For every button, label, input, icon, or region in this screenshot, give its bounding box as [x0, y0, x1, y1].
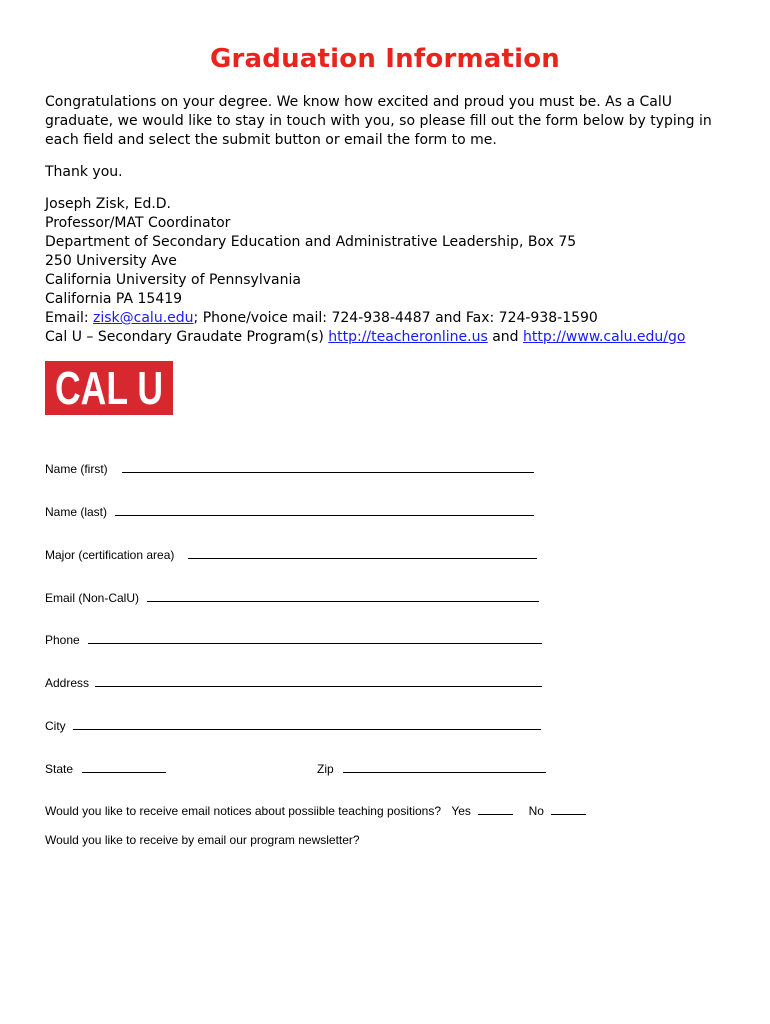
major-label: Major (certification area)	[45, 548, 175, 562]
calu-go-link[interactable]: http://www.calu.edu/go	[523, 329, 686, 345]
email-notices-row	[45, 803, 586, 818]
signature-block	[45, 195, 735, 347]
email-field[interactable]	[147, 590, 539, 602]
state-row	[45, 761, 166, 776]
calu-logo	[45, 361, 173, 415]
phone-row	[45, 632, 542, 647]
phone-fax: ; Phone/voice mail: 724-938-4487 and Fax: 724-938-1590	[193, 310, 598, 326]
no-label: No	[528, 804, 544, 818]
city-row	[45, 718, 541, 733]
signature-contact-line	[45, 309, 735, 328]
thanks-text: Thank you.	[45, 164, 123, 180]
page-title: Graduation Information	[209, 44, 561, 74]
email-notices-question: Would you like to receive email notices about possiible teaching positions?	[45, 804, 442, 818]
intro-paragraph: Congratulations on your degree. We know how excited and proud you must be. As a CalU graduate, we would like to stay in touch with you, so please fill out the form below by typing in each field and select the submit button or email the form to me.	[45, 94, 712, 148]
no-field[interactable]	[551, 803, 586, 815]
newsletter-row	[45, 833, 360, 847]
state-label: State	[45, 762, 74, 776]
major-field[interactable]	[188, 547, 537, 559]
signature-programs-line	[45, 328, 735, 347]
signature-university: California University of Pennsylvania	[45, 272, 301, 288]
last-name-label: Name (last)	[45, 505, 108, 519]
state-field[interactable]	[82, 761, 166, 773]
major-row	[45, 547, 537, 562]
address-row	[45, 675, 542, 690]
calu-logo-mark	[53, 362, 165, 414]
address-label: Address	[45, 676, 90, 690]
email-row	[45, 590, 539, 605]
yes-field[interactable]	[478, 803, 513, 815]
first-name-label: Name (first)	[45, 462, 108, 476]
signature-name: Joseph Zisk, Ed.D.	[45, 196, 172, 212]
teacheronline-link[interactable]: http://teacheronline.us	[328, 329, 488, 345]
email-prefix: Email:	[45, 310, 94, 326]
signature-street: 250 University Ave	[45, 253, 177, 269]
city-label: City	[45, 719, 66, 733]
address-field[interactable]	[95, 675, 542, 687]
zip-row	[317, 761, 546, 776]
signature-role: Professor/MAT Coordinator	[45, 215, 231, 231]
email-link[interactable]: zisk@calu.edu	[93, 310, 194, 326]
signature-city: California PA 15419	[45, 291, 183, 307]
programs-prefix: Cal U – Secondary Graudate Program(s)	[45, 329, 329, 345]
first-name-field[interactable]	[122, 461, 534, 473]
last-name-field[interactable]	[115, 504, 534, 516]
first-name-row	[45, 461, 534, 476]
yes-label: Yes	[451, 804, 471, 818]
last-name-row	[45, 504, 534, 519]
city-field[interactable]	[73, 718, 541, 730]
calu-logo-text: CAL U	[55, 362, 163, 414]
signature-department: Department of Secondary Education and Administrative Leadership, Box 75	[45, 234, 577, 250]
phone-label: Phone	[45, 633, 80, 647]
email-label: Email (Non-CalU)	[45, 591, 140, 605]
zip-label: Zip	[317, 762, 334, 776]
zip-field[interactable]	[343, 761, 546, 773]
and-text: and	[487, 329, 524, 345]
phone-field[interactable]	[88, 632, 542, 644]
newsletter-question: Would you like to receive by email our program newsletter?	[45, 833, 360, 847]
